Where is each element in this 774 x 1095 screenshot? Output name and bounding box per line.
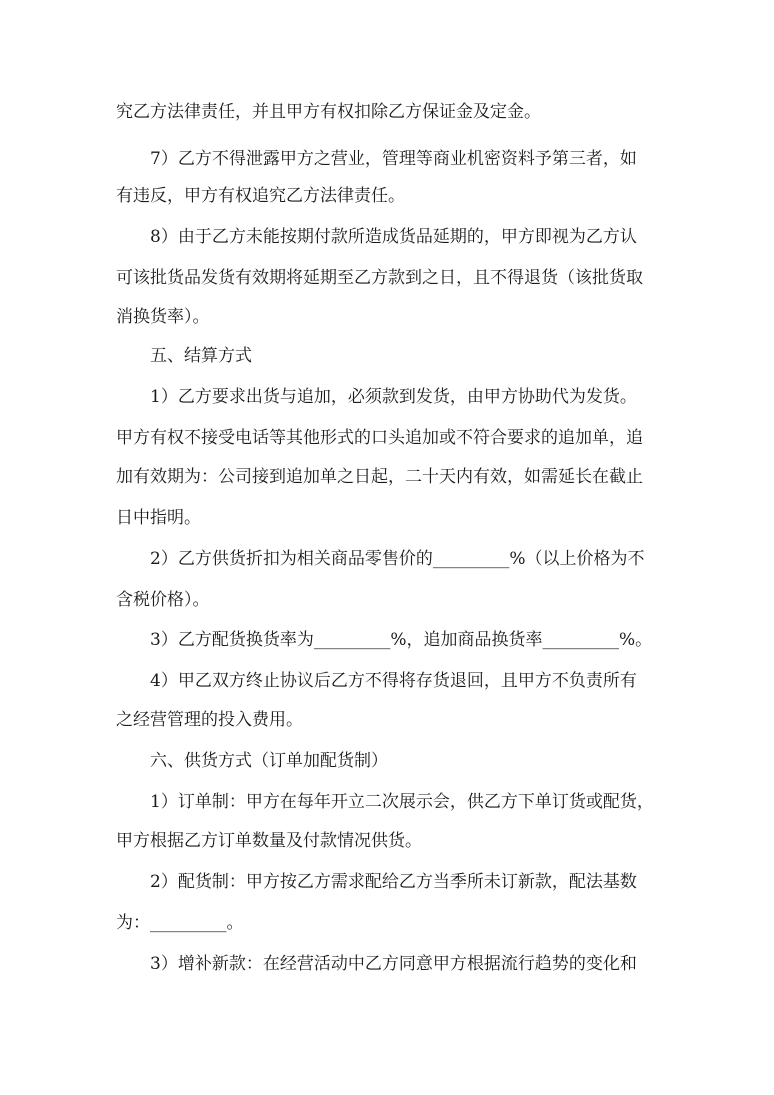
text-line: 甲方根据乙方订单数量及付款情况供货。 xyxy=(116,831,422,851)
clause-7: 7）乙方不得泄露甲方之营业，管理等商业机密资料予第三者，如 xyxy=(150,149,637,169)
text-line: 有违反，甲方有权追究乙方法律责任。 xyxy=(116,186,405,206)
settlement-clause-4: 4）甲乙双方终止协议后乙方不得将存货退回，且甲方不负责所有 xyxy=(150,671,637,691)
settlement-clause-2: 2）乙方供货折扣为相关商品零售价的_________%（以上价格为不 xyxy=(150,549,645,569)
text-line: 加有效期为：公司接到追加单之日起，二十天内有效，如需延长在截止 xyxy=(116,467,643,487)
section-heading-settlement: 五、结算方式 xyxy=(150,346,252,366)
settlement-clause-1: 1）乙方要求出货与追加，必须款到发货，由甲方协助代为发货。 xyxy=(150,387,637,407)
text-line: 为：_________。 xyxy=(116,913,244,933)
text-line: 甲方有权不接受电话等其他形式的口头追加或不符合要求的追加单，追 xyxy=(116,428,643,448)
supply-clause-2: 2）配货制：甲方按乙方需求配给乙方当季所未订新款，配法基数 xyxy=(150,872,637,892)
text-line: 消换货率）。 xyxy=(116,307,210,327)
settlement-clause-3: 3）乙方配货换货率为_________%，追加商品换货率_________%。 xyxy=(150,630,653,650)
text-line: 之经营管理的投入费用。 xyxy=(116,710,303,730)
supply-clause-3: 3）增补新款：在经营活动中乙方同意甲方根据流行趋势的变化和 xyxy=(150,954,637,974)
text-line: 可该批货品发货有效期将延期至乙方款到之日，且不得退货（该批货取 xyxy=(116,268,643,288)
section-heading-supply: 六、供货方式（订单加配货制） xyxy=(150,751,388,771)
clause-8: 8）由于乙方未能按期付款所造成货品延期的，甲方即视为乙方认 xyxy=(150,227,637,247)
text-line: 含税价格）。 xyxy=(116,590,210,610)
text-line: 日中指明。 xyxy=(116,508,201,528)
supply-clause-1: 1）订单制：甲方在每年开立二次展示会，供乙方下单订货或配货， xyxy=(150,792,654,812)
text-line: 究乙方法律责任，并且甲方有权扣除乙方保证金及定金。 xyxy=(116,102,541,122)
